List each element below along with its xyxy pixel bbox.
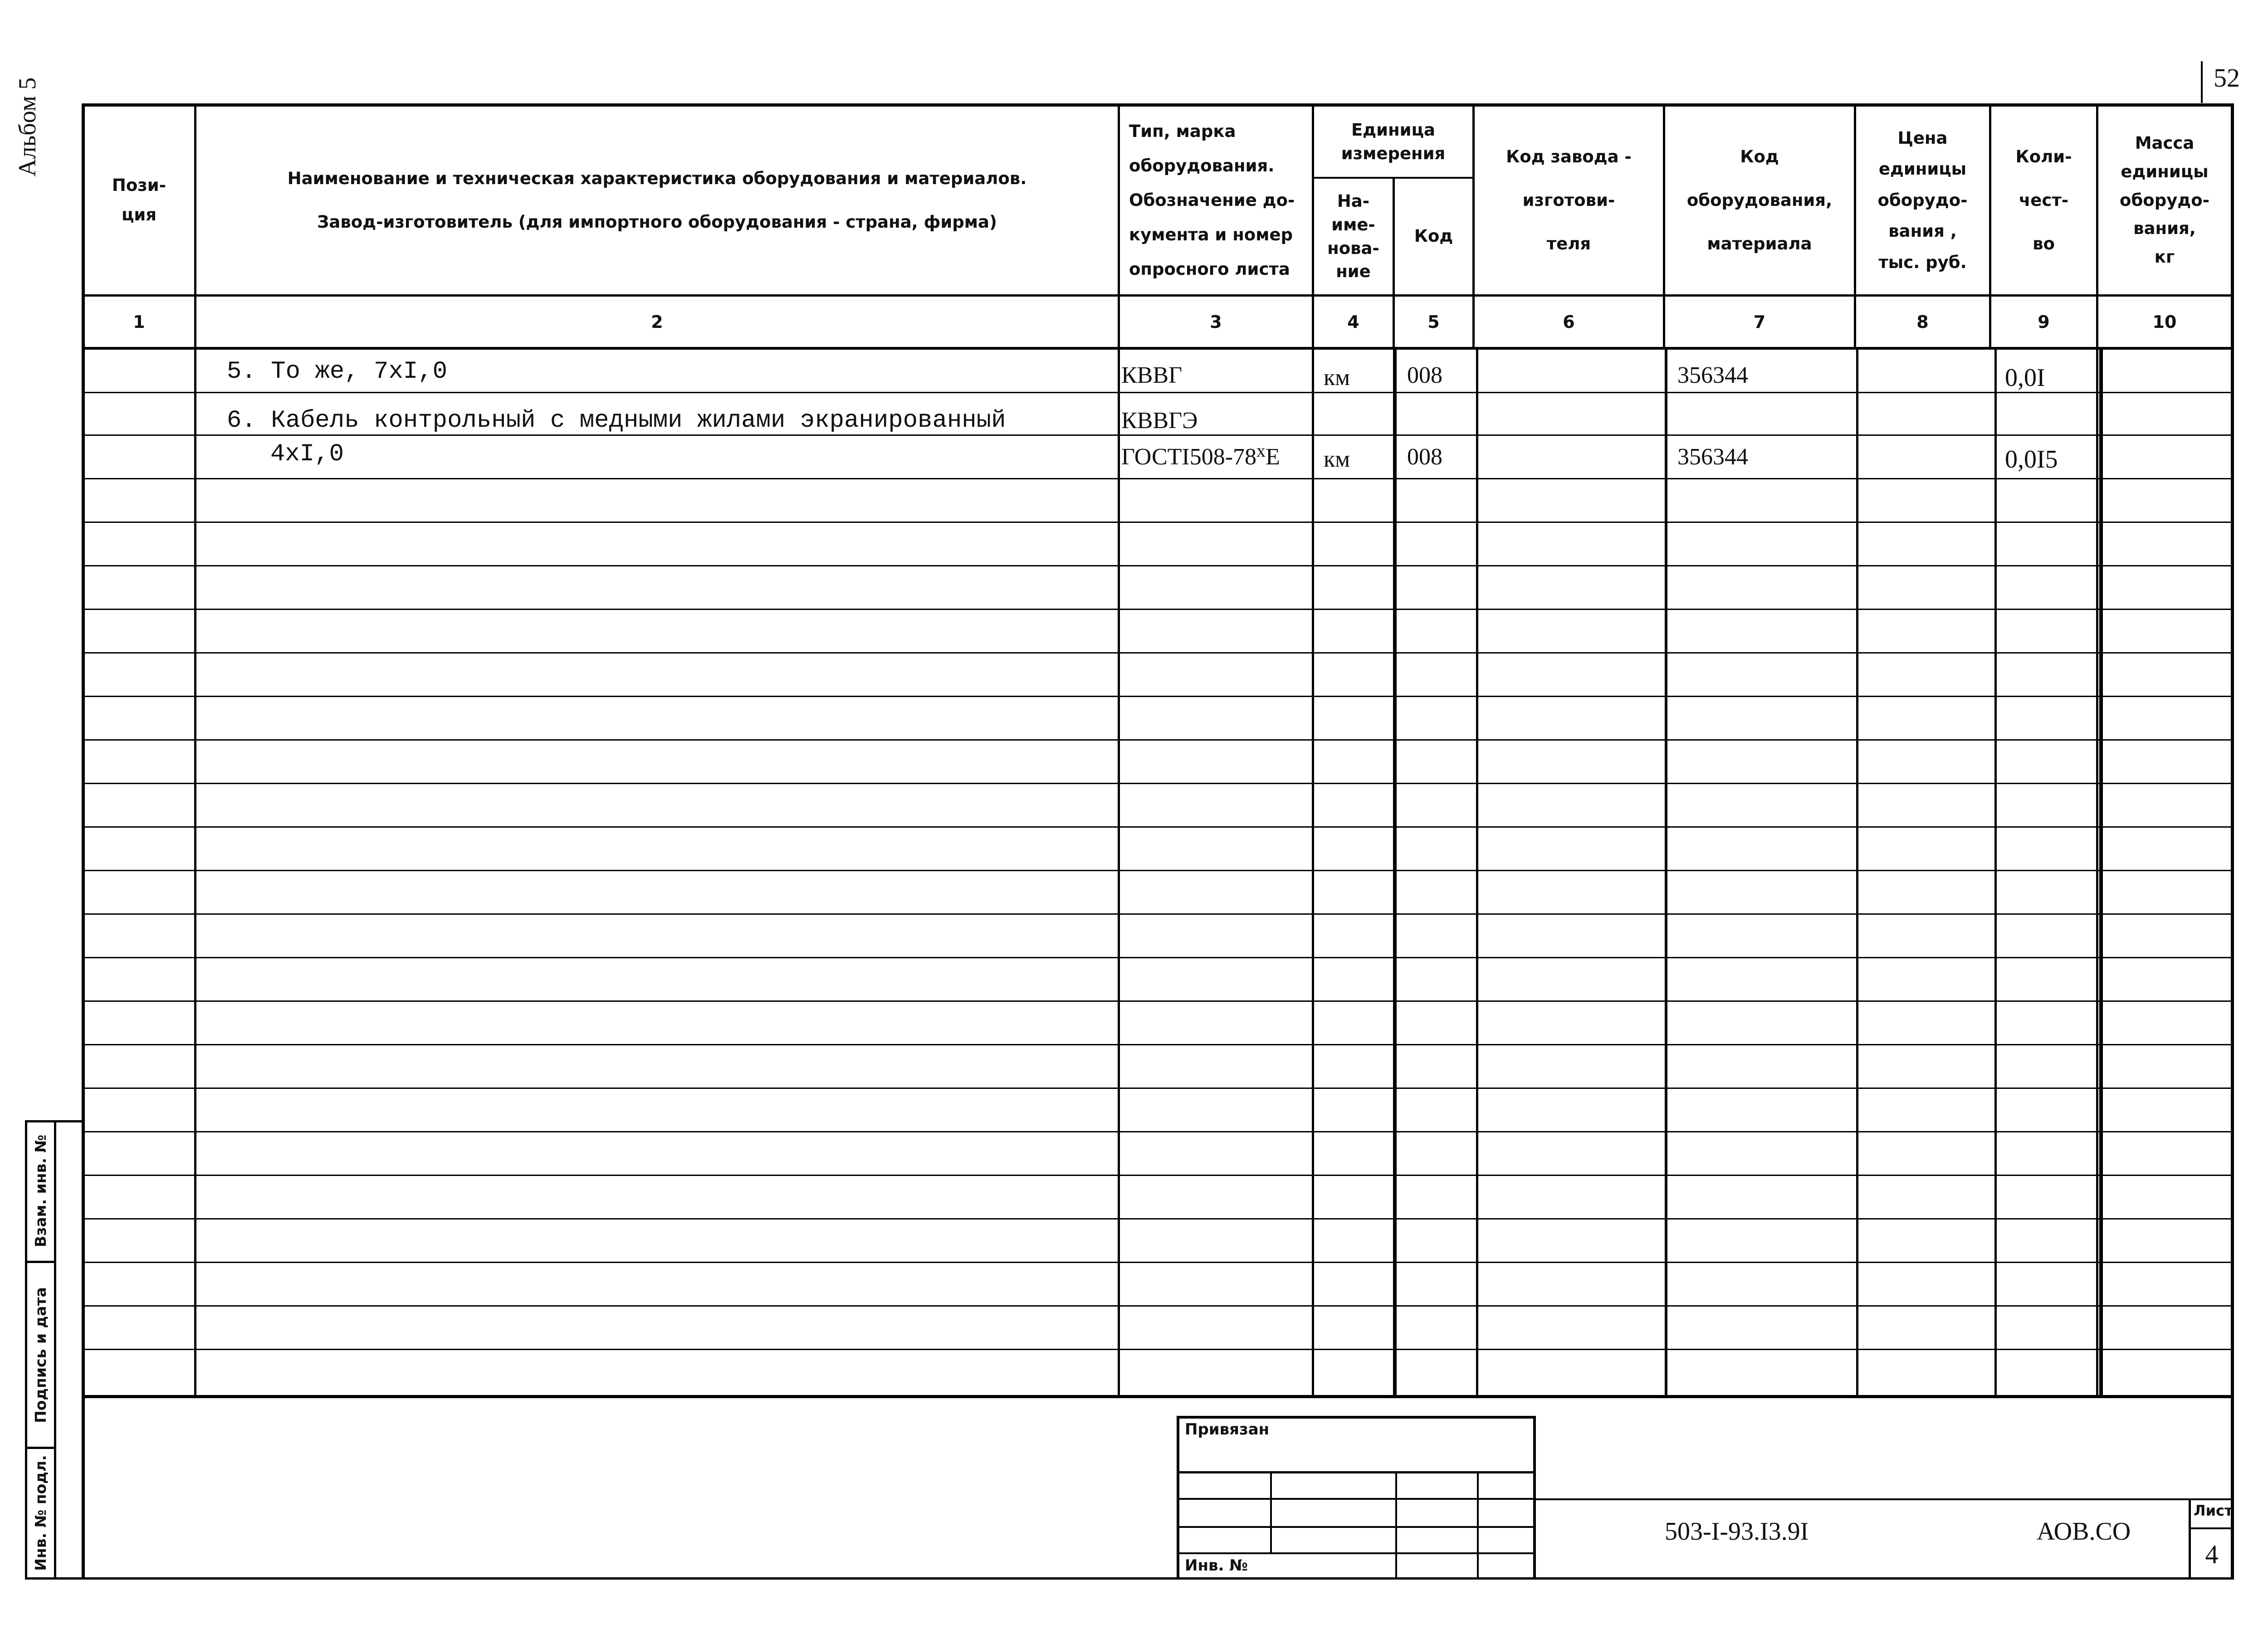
column-number: 8 <box>1916 312 1929 332</box>
column-number: 4 <box>1347 312 1359 332</box>
row-type: КВВГ <box>1121 362 1183 388</box>
column-number: 10 <box>2152 312 2177 332</box>
header-quantity: Коли- чест- во <box>2015 146 2072 254</box>
row-unit: км <box>1324 446 1350 472</box>
header-unit-name: На- име- нова- ние <box>1327 191 1379 282</box>
row-quantity: 0,0I <box>2005 364 2045 392</box>
column-number: 1 <box>133 312 145 332</box>
document-code: 503-I-93.I3.9I <box>1665 1517 1809 1546</box>
column-number: 6 <box>1563 312 1575 332</box>
row-name: 4хI,0 <box>270 440 344 468</box>
row-type-gost: ГОСТI508-78 <box>1121 444 1257 470</box>
header-position: Пози- ция <box>112 176 166 224</box>
row-type-suffix: Е <box>1266 444 1280 470</box>
header-name: Наименование и техническая характеристика оборудования и материалов. Завод-изготовитель (для импортного оборудования - страна, фирма) <box>287 168 1027 232</box>
row-name: 5. То же, 7хI,0 <box>227 358 448 385</box>
sheet-number: 4 <box>2205 1539 2219 1569</box>
header-unit-group: Единица измерения <box>1341 120 1446 163</box>
row-type-standard <box>1121 440 1280 474</box>
header-mass: Масса единицы оборудо- вания, кг <box>2120 133 2209 267</box>
row-type: КВВГЭ <box>1121 408 1198 434</box>
privyazan-label: Привязан <box>1185 1420 1270 1439</box>
column-number: 7 <box>1753 312 1766 332</box>
row-code: 008 <box>1407 444 1442 470</box>
inv-no-label: Инв. № <box>1185 1556 1248 1575</box>
row-equip-code: 356344 <box>1677 444 1748 470</box>
album-label: Альбом 5 <box>14 77 41 177</box>
stamp-podpis-data: Подпись и дата <box>31 1287 49 1423</box>
row-quantity: 0,0I5 <box>2005 445 2058 473</box>
page-number: 52 <box>2214 63 2240 93</box>
header-price: Цена единицы оборудо- вания , тыс. руб. <box>1877 128 1968 272</box>
header-unit-code: Код <box>1414 226 1453 246</box>
column-number: 9 <box>2038 312 2050 332</box>
row-code: 008 <box>1407 362 1442 388</box>
header-type: Тип, марка оборудования. Обозначение до- кумента и номер опросного листа <box>1129 122 1295 279</box>
sheet-label: Лист <box>2194 1502 2233 1519</box>
column-number: 2 <box>651 312 663 332</box>
header-factory-code: Код завода - изготови- теля <box>1506 146 1632 254</box>
column-number: 3 <box>1210 312 1222 332</box>
column-number: 5 <box>1427 312 1440 332</box>
row-name: 6. Кабель контрольный с медными жилами экранированный <box>227 407 1006 434</box>
sheet-code: АОВ.СО <box>2037 1517 2131 1546</box>
row-equip-code: 356344 <box>1677 362 1748 388</box>
header-equipment-code: Код оборудования, материала <box>1686 146 1833 254</box>
row-unit: км <box>1324 365 1350 390</box>
row-type-sup: х <box>1256 440 1266 461</box>
stamp-vzam-inv: Взам. инв. № <box>31 1134 49 1248</box>
stamp-inv-podl: Инв. № подл. <box>31 1455 49 1571</box>
